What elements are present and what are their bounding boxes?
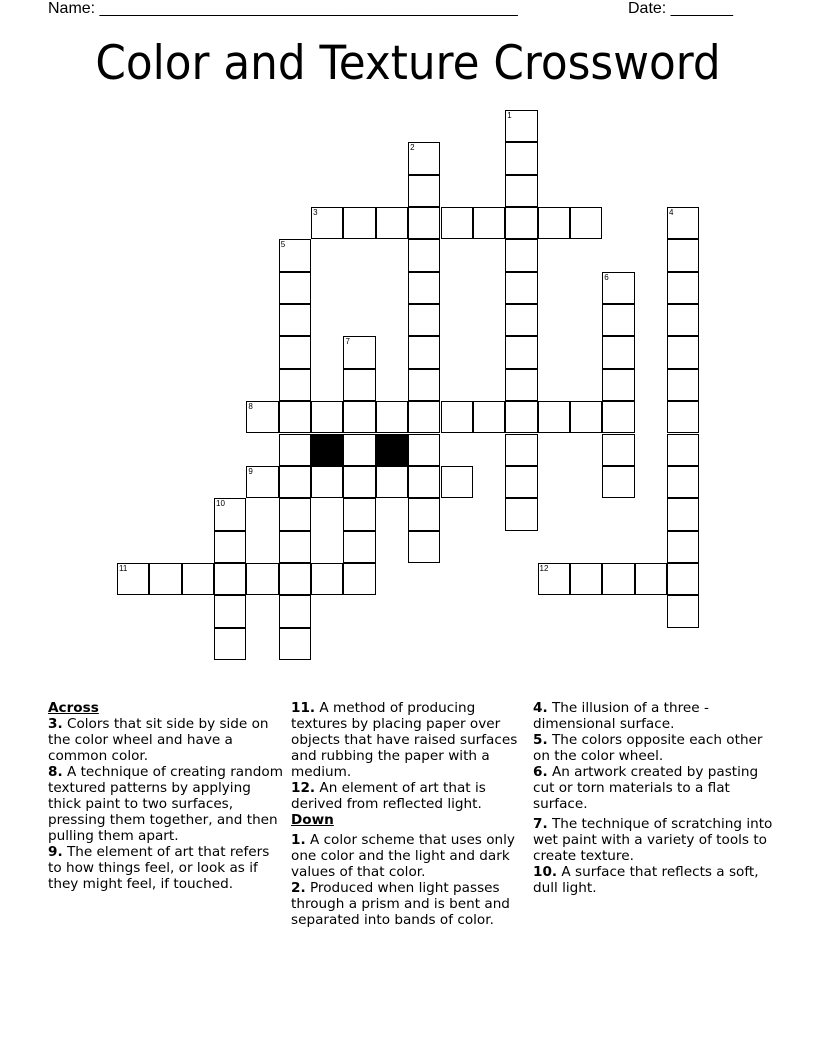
cell-number: 9	[248, 466, 253, 476]
clue-text: The illusion of a three - dimensional surface.	[533, 700, 709, 732]
cell-number: 11	[119, 563, 128, 573]
grid-cell[interactable]	[279, 466, 311, 498]
grid-cell[interactable]	[343, 466, 375, 498]
grid-cell[interactable]	[505, 239, 537, 271]
clue-text: The technique of scratching into wet paint with a variety of tools to create texture.	[533, 816, 773, 864]
clues-column-2	[291, 700, 529, 928]
grid-cell[interactable]	[408, 142, 440, 174]
grid-cell[interactable]	[376, 207, 408, 239]
grid-cell[interactable]	[343, 531, 375, 563]
clue-text: A method of producing textures by placing paper over objects that have raised surfaces and rubbing the paper with a medium.	[291, 700, 518, 780]
grid-cell[interactable]	[408, 336, 440, 368]
grid-cell[interactable]	[279, 336, 311, 368]
grid-cell[interactable]	[279, 531, 311, 563]
grid-cell[interactable]	[538, 401, 570, 433]
cell-number: 6	[604, 272, 609, 282]
cell-number: 5	[280, 240, 286, 250]
grid-cell[interactable]	[602, 434, 634, 466]
grid-cell[interactable]	[343, 369, 375, 401]
grid-cell[interactable]	[505, 369, 537, 401]
grid-cell[interactable]	[408, 239, 440, 271]
clue-text: Colors that sit side by side on the color wheel and have a common color.	[48, 716, 269, 764]
clue-text: An artwork created by pasting cut or torn materials to a flat surface.	[533, 764, 759, 812]
clue-down-7	[533, 816, 773, 864]
clue-across-9	[48, 844, 286, 892]
grid-cell[interactable]	[408, 175, 440, 207]
grid-cell[interactable]	[667, 401, 699, 433]
grid-cell[interactable]	[279, 498, 311, 530]
clue-text: A technique of creating random textured patterns by applying thick paint to two surfaces, pressing them together, and then pulling them apart.	[48, 764, 283, 844]
grid-cell[interactable]	[279, 595, 311, 627]
grid-cell[interactable]	[667, 498, 699, 530]
grid-cell[interactable]	[441, 207, 473, 239]
name-field[interactable]: Name: _______________________________________________	[48, 0, 518, 17]
grid-cell[interactable]	[149, 563, 181, 595]
grid-cell[interactable]	[667, 563, 699, 595]
grid-cell[interactable]	[667, 595, 699, 627]
clue-down-1	[291, 832, 529, 880]
cell-number: 7	[345, 337, 350, 347]
grid-cell[interactable]	[279, 563, 311, 595]
clue-number: 5.	[533, 732, 548, 748]
clue-text: The colors opposite each other on the color wheel.	[533, 732, 763, 764]
grid-cell[interactable]	[279, 272, 311, 304]
clue-number: 12.	[291, 780, 316, 796]
grid-cell[interactable]	[343, 498, 375, 530]
grid-cell[interactable]	[602, 304, 634, 336]
grid-cell[interactable]	[214, 595, 246, 627]
grid-cell[interactable]	[538, 563, 570, 595]
grid-cell[interactable]	[279, 304, 311, 336]
grid-cell[interactable]	[570, 207, 602, 239]
down-heading: Down	[291, 812, 334, 828]
grid-cell[interactable]	[441, 401, 473, 433]
grid-cell[interactable]	[279, 369, 311, 401]
clue-text: An element of art that is derived from reflected light.	[291, 780, 486, 812]
grid-cell[interactable]	[505, 498, 537, 530]
grid-cell[interactable]	[602, 563, 634, 595]
grid-cell[interactable]	[246, 466, 278, 498]
grid-cell[interactable]	[279, 401, 311, 433]
grid-cell[interactable]	[376, 466, 408, 498]
clues-column-3	[533, 700, 773, 896]
grid-cell[interactable]	[667, 434, 699, 466]
clue-down-10	[533, 864, 773, 896]
grid-cell[interactable]	[602, 336, 634, 368]
grid-cell[interactable]	[505, 304, 537, 336]
clue-text: Produced when light passes through a prism and is bent and separated into bands of color.	[291, 880, 510, 928]
grid-cell[interactable]	[505, 466, 537, 498]
clue-number: 3.	[48, 716, 63, 732]
grid-cell[interactable]	[214, 628, 246, 660]
grid-cell[interactable]	[505, 434, 537, 466]
grid-cell[interactable]	[279, 434, 311, 466]
grid-cell[interactable]	[246, 563, 278, 595]
clue-down-5	[533, 732, 773, 764]
grid-cell[interactable]	[505, 401, 537, 433]
grid-cell[interactable]	[214, 531, 246, 563]
clue-down-6	[533, 764, 773, 812]
grid-cell[interactable]	[214, 498, 246, 530]
grid-cell[interactable]	[602, 272, 634, 304]
grid-cell[interactable]	[408, 272, 440, 304]
clue-number: 7.	[533, 816, 548, 832]
grid-cell[interactable]	[505, 142, 537, 174]
grid-cell[interactable]	[570, 563, 602, 595]
clue-text: The element of art that refers to how things feel, or look as if they might feel, if touched.	[48, 844, 270, 892]
grid-cell[interactable]	[667, 531, 699, 563]
grid-cell[interactable]	[408, 531, 440, 563]
clue-across-12	[291, 780, 529, 812]
grid-cell[interactable]	[408, 207, 440, 239]
clue-number: 4.	[533, 700, 548, 716]
clue-number: 8.	[48, 764, 63, 780]
grid-cell[interactable]	[279, 239, 311, 271]
grid-cell[interactable]	[408, 369, 440, 401]
grid-cell[interactable]	[667, 466, 699, 498]
clues-column-1	[48, 700, 286, 892]
grid-cell[interactable]	[408, 466, 440, 498]
grid-cell[interactable]	[311, 207, 343, 239]
clue-number: 10.	[533, 864, 558, 880]
grid-cell[interactable]	[667, 239, 699, 271]
cell-number: 4	[668, 208, 674, 218]
grid-cell[interactable]	[343, 336, 375, 368]
grid-cell[interactable]	[505, 110, 537, 142]
grid-cell[interactable]	[667, 207, 699, 239]
grid-cell[interactable]	[505, 207, 537, 239]
grid-cell[interactable]	[311, 563, 343, 595]
grid-cell[interactable]	[408, 498, 440, 530]
grid-block	[376, 434, 408, 466]
grid-block	[311, 434, 343, 466]
page-title: Color and Texture Crossword	[95, 36, 721, 91]
cell-number: 2	[410, 143, 415, 153]
grid-cell[interactable]	[376, 401, 408, 433]
grid-cell[interactable]	[343, 401, 375, 433]
grid-cell[interactable]	[667, 272, 699, 304]
clue-down-4	[533, 700, 773, 732]
date-field[interactable]: Date: _______	[628, 0, 733, 17]
clue-across-8	[48, 764, 286, 844]
grid-cell[interactable]	[343, 434, 375, 466]
across-heading: Across	[48, 700, 99, 716]
clue-text: A surface that reflects a soft, dull light.	[533, 864, 759, 896]
grid-cell[interactable]	[505, 272, 537, 304]
clue-number: 2.	[291, 880, 306, 896]
grid-cell[interactable]	[473, 207, 505, 239]
clue-across-11	[291, 700, 529, 780]
grid-cell[interactable]	[343, 563, 375, 595]
cell-number: 12	[539, 563, 549, 573]
grid-cell[interactable]	[343, 207, 375, 239]
clue-number: 9.	[48, 844, 63, 860]
grid-cell[interactable]	[602, 401, 634, 433]
grid-cell[interactable]	[311, 466, 343, 498]
grid-cell[interactable]	[602, 466, 634, 498]
grid-cell[interactable]	[408, 304, 440, 336]
cell-number: 8	[248, 402, 253, 412]
cell-number: 3	[313, 208, 318, 218]
clue-number: 1.	[291, 832, 306, 848]
grid-cell[interactable]	[182, 563, 214, 595]
grid-cell[interactable]	[117, 563, 149, 595]
grid-cell[interactable]	[667, 336, 699, 368]
grid-cell[interactable]	[408, 401, 440, 433]
grid-cell[interactable]	[602, 369, 634, 401]
clue-number: 6.	[533, 764, 548, 780]
grid-cell[interactable]	[505, 175, 537, 207]
grid-cell[interactable]	[214, 563, 246, 595]
clue-across-3	[48, 716, 286, 764]
grid-cell[interactable]	[279, 628, 311, 660]
grid-cell[interactable]	[441, 466, 473, 498]
grid-cell[interactable]	[246, 401, 278, 433]
grid-cell[interactable]	[505, 336, 537, 368]
grid-cell[interactable]	[473, 401, 505, 433]
clue-text: A color scheme that uses only one color and the light and dark values of that color.	[291, 832, 515, 880]
grid-cell[interactable]	[667, 369, 699, 401]
cell-number: 1	[507, 111, 512, 120]
clue-down-2	[291, 880, 529, 928]
grid-cell[interactable]	[311, 401, 343, 433]
grid-cell[interactable]	[408, 434, 440, 466]
clue-number: 11.	[291, 700, 316, 716]
grid-cell[interactable]	[570, 401, 602, 433]
grid-cell[interactable]	[538, 207, 570, 239]
grid-cell[interactable]	[635, 563, 667, 595]
cell-number: 10	[216, 499, 225, 509]
grid-cell[interactable]	[667, 304, 699, 336]
